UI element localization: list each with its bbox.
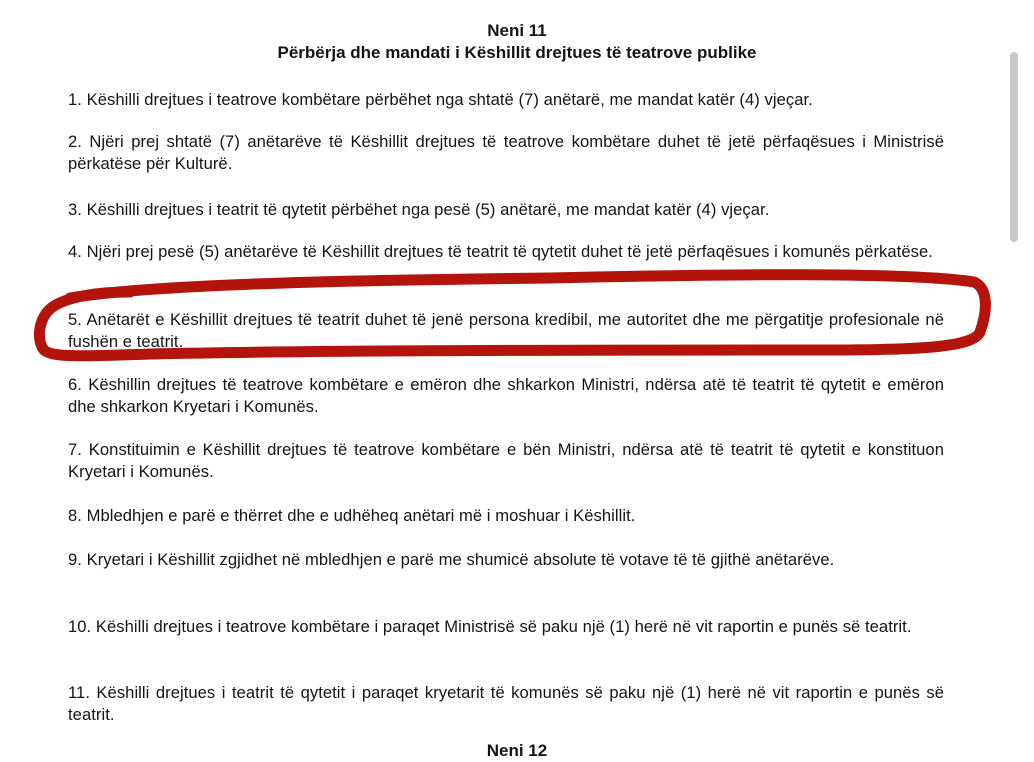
paragraph-4: 4. Njëri prej pesë (5) anëtarëve të Këshillit drejtues të teatrit të qytetit duhet të jetë përfaqësues i komunës përkatëse. — [68, 242, 933, 261]
paragraph-9: 9. Kryetari i Këshillit zgjidhet në mbledhjen e parë me shumicë absolute të votave të të gjithë anëtarëve. — [68, 550, 835, 569]
paragraph-1: 1. Këshilli drejtues i teatrove kombëtare përbëhet nga shtatë (7) anëtarë, me mandat katër (4) vjeçar. — [68, 90, 813, 109]
article-number: Neni 11 — [487, 21, 547, 40]
paragraph-11: 11. Këshilli drejtues i teatrit të qytetit i paraqet kryetarit të komunës së paku një (1) herë në vit raportin e punës së teatrit. — [68, 683, 944, 724]
next-article-heading-cut — [0, 740, 1034, 760]
paragraph-8: 8. Mbledhjen e parë e thërret dhe e udhëheq anëtari më i moshuar i Këshillit. — [68, 506, 636, 525]
paragraph-2: 2. Njëri prej shtatë (7) anëtarëve të Këshillit drejtues të teatrove kombëtare duhet të jetë përfaqësues i Ministrisë përkatëse për Kulturë. — [68, 132, 944, 173]
scrollbar-thumb[interactable] — [1010, 52, 1018, 242]
paragraph-3: 3. Këshilli drejtues i teatrit të qytetit përbëhet nga pesë (5) anëtarë, me mandat katër (4) vjeçar. — [68, 200, 770, 219]
paragraph-7: 7. Konstituimin e Këshillit drejtues të teatrove kombëtare e bën Ministri, ndërsa atë të teatrit të qytetit e konstituon Kryetari i Komunës. — [68, 440, 944, 481]
paragraph-6: 6. Këshillin drejtues të teatrove kombëtare e emëron dhe shkarkon Ministri, ndërsa atë të teatrit të qytetit e emëron dhe shkarkon Kryetari i Komunës. — [68, 375, 944, 416]
article-title: Përbërja dhe mandati i Këshillit drejtues të teatrove publike — [277, 43, 757, 62]
paragraph-5: 5. Anëtarët e Këshillit drejtues të teatrit duhet të jenë persona kredibil, me autoritet dhe me përgatitje profesionale në fushën e teatrit. — [68, 310, 944, 351]
next-article-number: Neni 12 — [486, 741, 548, 760]
paragraph-10: 10. Këshilli drejtues i teatrove kombëtare i paraqet Ministrisë së paku një (1) herë në vit raportin e punës së teatrit. — [68, 617, 912, 636]
